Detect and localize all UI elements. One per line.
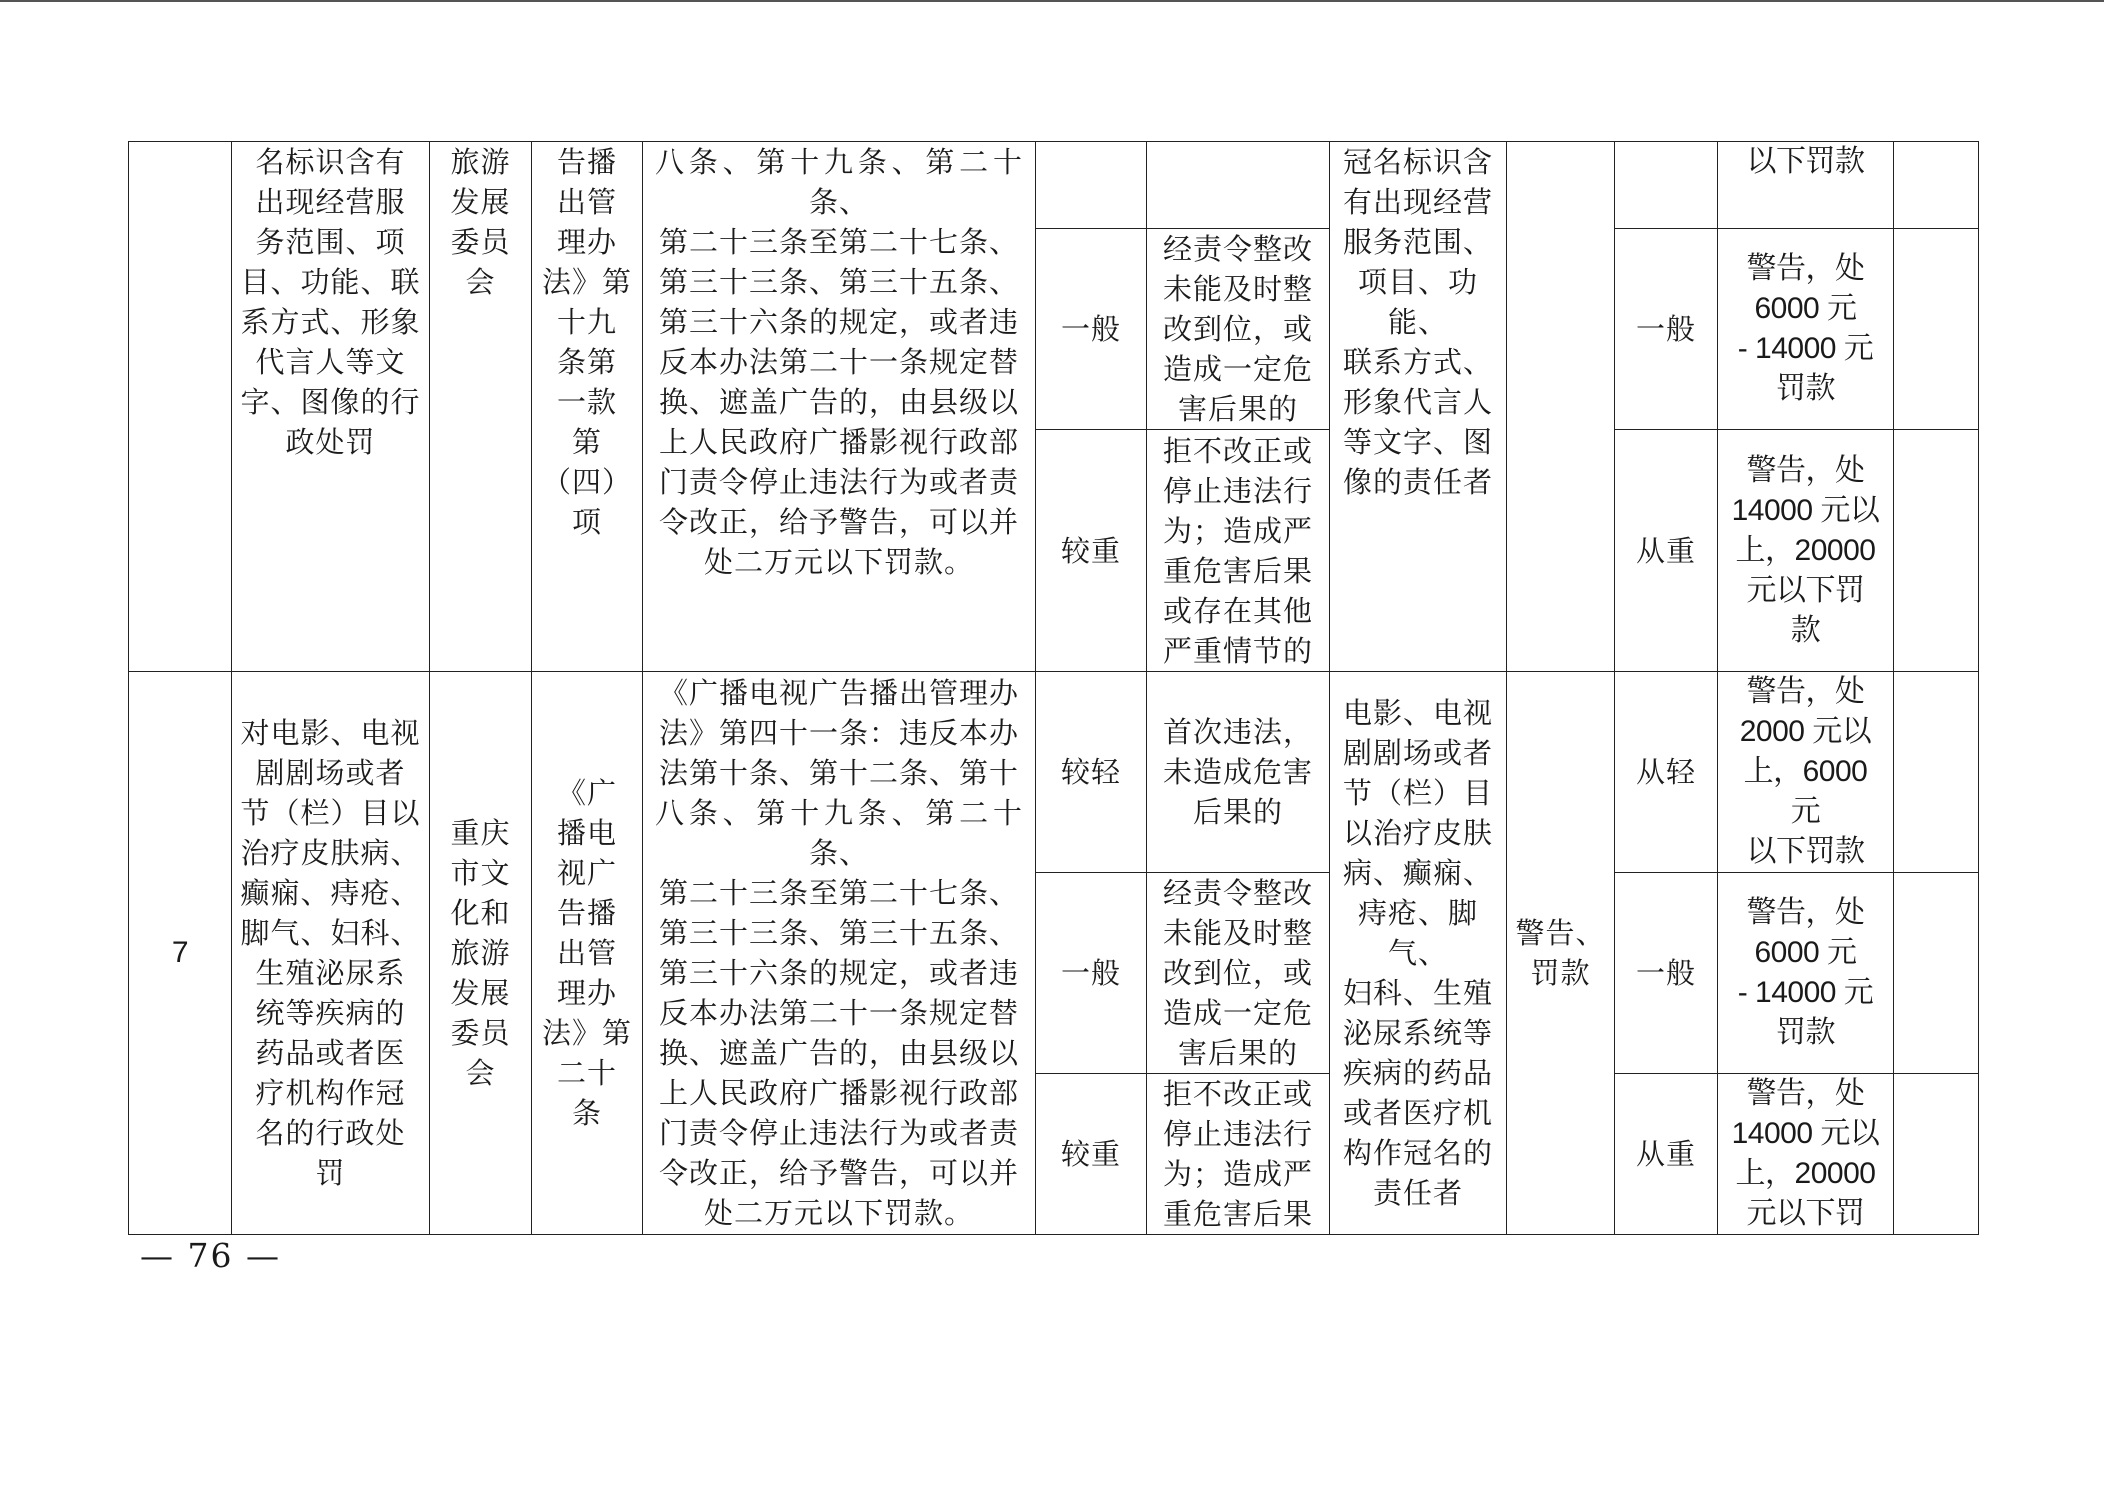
- agency-cell: 重庆 市文 化和 旅游 发展 委员 会: [430, 672, 532, 1235]
- penalty-table-wrap: [128, 141, 1979, 1235]
- penalty-level-cell: [1615, 142, 1718, 229]
- penalty-level-cell: 从轻: [1615, 672, 1718, 873]
- legal-basis-cell: 《广 播电 视广 告播 出管 理办 法》第 二十 条: [532, 672, 643, 1235]
- item-name-cell: 对电影、电视 剧剧场或者 节（栏）目以 治疗皮肤病、 癫痫、痔疮、 脚气、妇科、 生殖泌尿系 统等疾病的 药品或者医 疗机构作冠 名的行政处 罚: [232, 672, 430, 1235]
- circumstance-cell: 经责令整改 未能及时整 改到位，或 造成一定危 害后果的: [1147, 873, 1330, 1074]
- circumstance-cell: 经责令整改 未能及时整 改到位，或 造成一定危 害后果的: [1147, 229, 1330, 430]
- penalty-standard-cell: 警告，处 2000 元以 上，6000 元 以下罚款: [1718, 672, 1894, 873]
- violation-degree-cell: 一般: [1036, 873, 1147, 1074]
- responsible-subject-cell: 电影、电视 剧剧场或者 节（栏）目 以治疗皮肤 病、癫痫、 痔疮、脚气、 妇科、生殖 泌尿系统等 疾病的药品 或者医疗机 构作冠名的 责任者: [1330, 672, 1507, 1235]
- circumstance-cell: 首次违法， 未造成危害 后果的: [1147, 672, 1330, 873]
- violation-degree-cell: [1036, 142, 1147, 229]
- penalty-standard-cell: 警告，处 14000 元以 上，20000 元以下罚 款: [1718, 430, 1894, 672]
- penalty-standard-cell: 警告，处 6000 元 - 14000 元 罚款: [1718, 229, 1894, 430]
- legal-basis-cell: 告播 出管 理办 法》第 十九 条第 一款 第 （四） 项: [532, 142, 643, 672]
- agency-cell: 旅游 发展 委员 会: [430, 142, 532, 672]
- page-top-rule: [0, 0, 2104, 2]
- row-index-cell: 7: [129, 672, 232, 1235]
- remarks-cell: [1894, 873, 1979, 1074]
- violation-degree-cell: 较轻: [1036, 672, 1147, 873]
- penalty-standard-cell: 以下罚款: [1718, 142, 1894, 229]
- penalty-level-cell: 一般: [1615, 229, 1718, 430]
- violation-degree-cell: 一般: [1036, 229, 1147, 430]
- penalty-level-cell: 从重: [1615, 1074, 1718, 1235]
- penalty-type-cell: [1507, 142, 1615, 672]
- penalty-type-cell: 警告、 罚款: [1507, 672, 1615, 1235]
- violation-degree-cell: 较重: [1036, 1074, 1147, 1235]
- circumstance-cell: 拒不改正或 停止违法行 为；造成严 重危害后果 或存在其他 严重情节的: [1147, 430, 1330, 672]
- item-name-cell: 名标识含有 出现经营服 务范围、项 目、功能、联 系方式、形象 代言人等文 字、图像的行 政处罚: [232, 142, 430, 672]
- circumstance-cell: [1147, 142, 1330, 229]
- page-number: — 76 —: [140, 1236, 281, 1275]
- table-row: [129, 142, 1979, 229]
- table-row: [129, 672, 1979, 873]
- circumstance-cell: 拒不改正或 停止违法行 为；造成严 重危害后果: [1147, 1074, 1330, 1235]
- violation-degree-cell: 较重: [1036, 430, 1147, 672]
- penalty-level-cell: 一般: [1615, 873, 1718, 1074]
- remarks-cell: [1894, 229, 1979, 430]
- responsible-subject-cell: 冠名标识含 有出现经营 服务范围、 项目、功能、 联系方式、 形象代言人 等文字、图 像的责任者: [1330, 142, 1507, 672]
- penalty-standard-cell: 警告，处 6000 元 - 14000 元 罚款: [1718, 873, 1894, 1074]
- remarks-cell: [1894, 672, 1979, 873]
- remarks-cell: [1894, 142, 1979, 229]
- penalty-standard-cell: 警告，处 14000 元以 上，20000 元以下罚: [1718, 1074, 1894, 1235]
- penalty-level-cell: 从重: [1615, 430, 1718, 672]
- clause-text-cell: 《广播电视广告播出管理办 法》第四十一条：违反本办 法第十条、第十二条、第十 八条、第十九条、第二十条、 第二十三条至第二十七条、 第三十三条、第三十五条、 第三十六条的规定，或者违 反本办法第二十一条规定替 换、遮盖广告的，由县级以 上人民政府广播影视行政部 门责令停止违法行为或者责 令改正，给予警告，可以并 处二万元以下罚款。: [643, 672, 1036, 1235]
- row-index-cell: [129, 142, 232, 672]
- remarks-cell: [1894, 430, 1979, 672]
- penalty-standard-table: [128, 141, 1979, 1235]
- remarks-cell: [1894, 1074, 1979, 1235]
- clause-text-cell: 八条、第十九条、第二十条、 第二十三条至第二十七条、 第三十三条、第三十五条、 第三十六条的规定，或者违 反本办法第二十一条规定替 换、遮盖广告的，由县级以 上人民政府广播影视行政部 门责令停止违法行为或者责 令改正，给予警告，可以并 处二万元以下罚款。: [643, 142, 1036, 672]
